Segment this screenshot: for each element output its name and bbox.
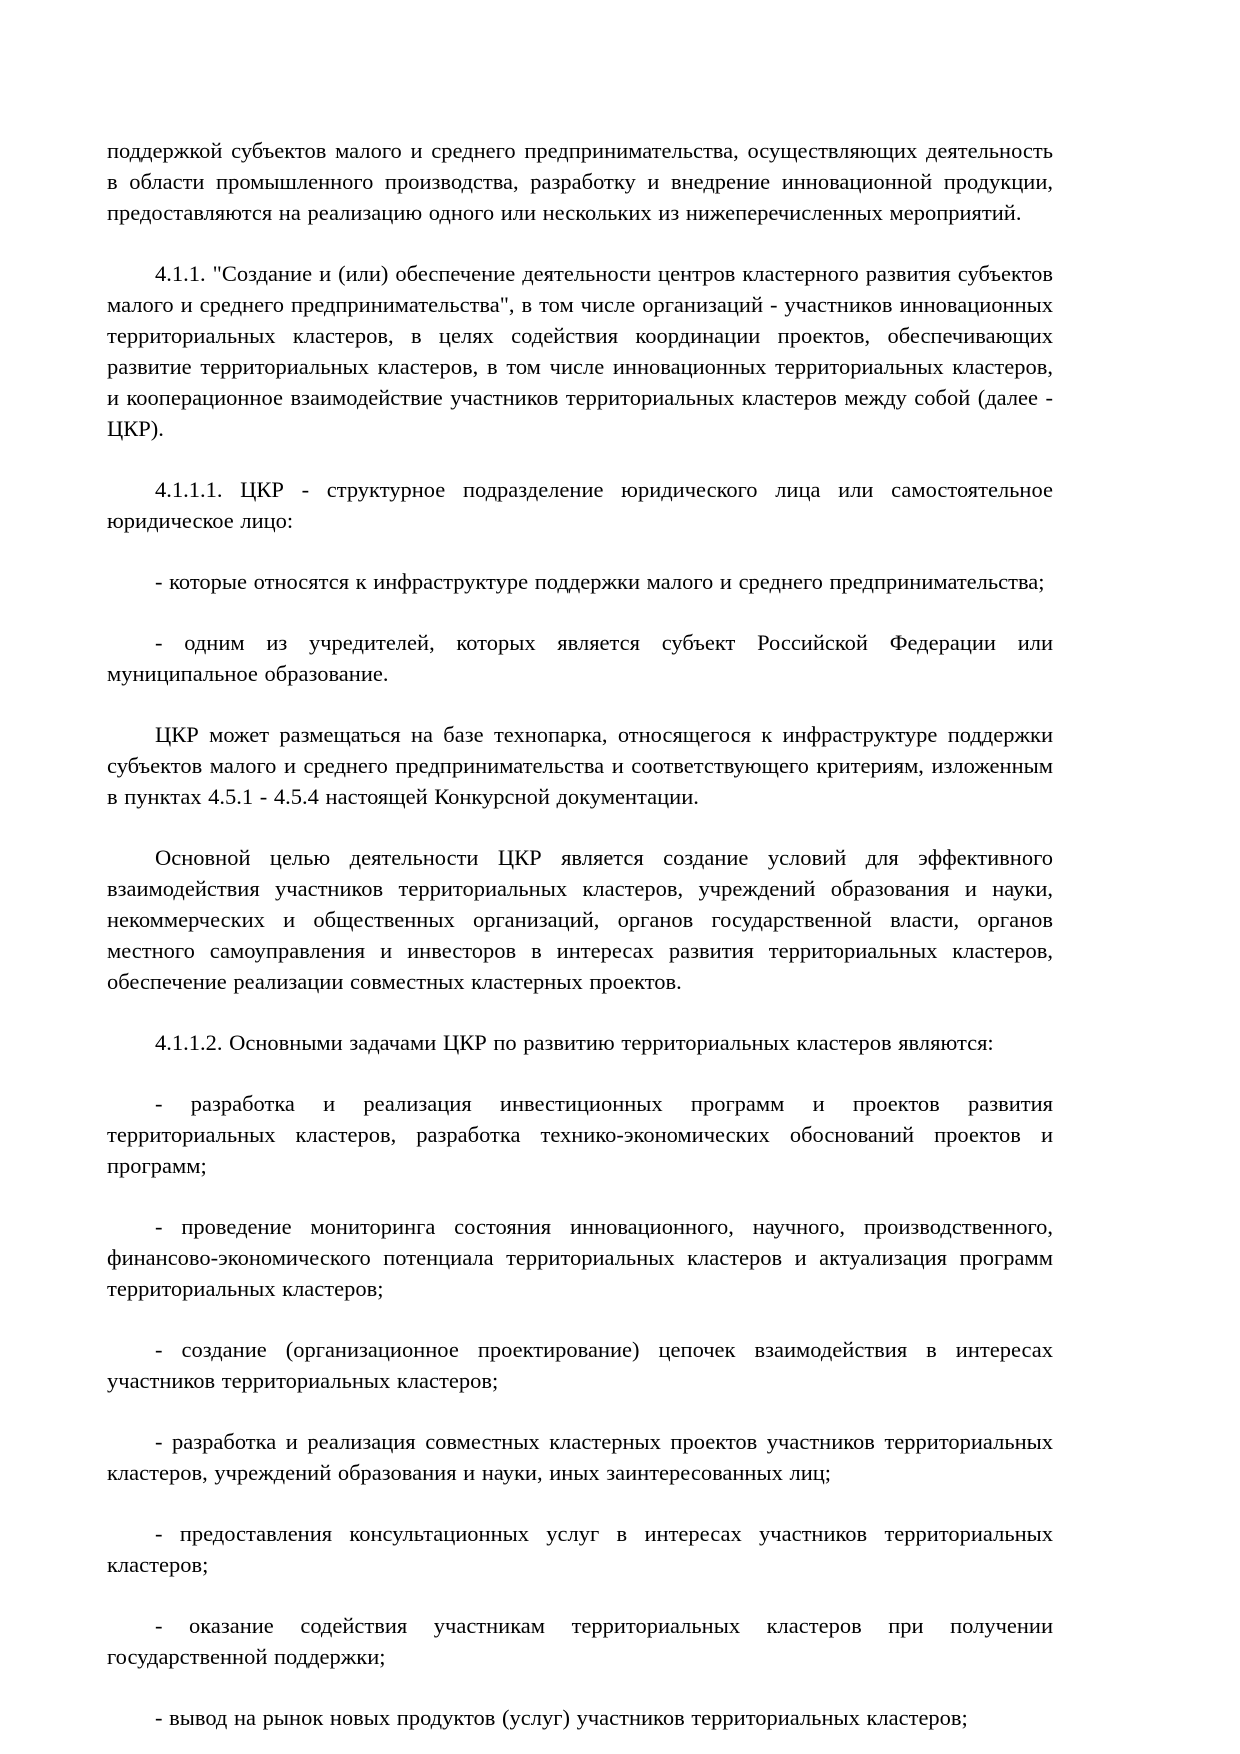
list-item-state-support: - оказание содействия участникам территориальных кластеров при получении государственной поддержки; <box>107 1613 1053 1669</box>
list-item-investment-programs: - разработка и реализация инвестиционных программ и проектов развития территориальных кластеров, разработка технико-экономических обоснований проектов и программ; <box>107 1091 1053 1178</box>
list-item-founder: - одним из учредителей, которых является субъект Российской Федерации или муниципальное образование. <box>107 630 1053 686</box>
list-item-joint-projects: - разработка и реализация совместных кластерных проектов участников территориальных кластеров, учреждений образования и науки, иных заинтересованных лиц; <box>107 1429 1053 1485</box>
paragraph-technopark: ЦКР может размещаться на базе технопарка, относящегося к инфраструктуре поддержки субъектов малого и среднего предпринимательства и соответствующего критериям, изложенным в пунктах 4.5.1 - 4.5.4 настоящей Конкурсной документации. <box>107 722 1053 809</box>
paragraph-main-goal: Основной целью деятельности ЦКР является создание условий для эффективного взаимодействия участников территориальных кластеров, учреждений образования и науки, некоммерческих и общественных организаций, органов государственной власти, органов местного самоуправления и инвесторов в интересах развития территориальных кластеров, обеспечение реализации совместных кластерных проектов. <box>107 845 1053 994</box>
list-item-new-products: - вывод на рынок новых продуктов (услуг) участников территориальных кластеров; <box>155 1705 968 1730</box>
paragraph-4-1-1-2: 4.1.1.2. Основными задачами ЦКР по развитию территориальных кластеров являются: <box>155 1030 994 1055</box>
paragraph-4-1-1-1: 4.1.1.1. ЦКР - структурное подразделение юридического лица или самостоятельное юридическое лицо: <box>107 477 1053 533</box>
list-item-org-design: - создание (организационное проектирование) цепочек взаимодействия в интересах участников территориальных кластеров; <box>107 1337 1053 1393</box>
paragraph-continuation: поддержкой субъектов малого и среднего предпринимательства, осуществляющих деятельность в области промышленного производства, разработку и внедрение инновационной продукции, предоставляются на реализацию одного или нескольких из нижеперечисленных мероприятий. <box>107 138 1053 225</box>
list-item-consulting: - предоставления консультационных услуг в интересах участников территориальных кластеров; <box>107 1521 1053 1577</box>
paragraph-4-1-1: 4.1.1. "Создание и (или) обеспечение деятельности центров кластерного развития субъектов малого и среднего предпринимательства", в том числе организаций - участников инновационных территориальных кластеров, в целях содействия координации проектов, обеспечивающих развитие территориальных кластеров, в том числе инновационных территориальных кластеров, и кооперационное взаимодействие участников территориальных кластеров между собой (далее - ЦКР). <box>107 261 1053 441</box>
list-item-infrastructure: - которые относятся к инфраструктуре поддержки малого и среднего предпринимательства; <box>155 569 1045 594</box>
list-item-monitoring: - проведение мониторинга состояния инновационного, научного, производственного, финансово-экономического потенциала территориальных кластеров и актуализация программ территориальных кластеров; <box>107 1214 1053 1301</box>
